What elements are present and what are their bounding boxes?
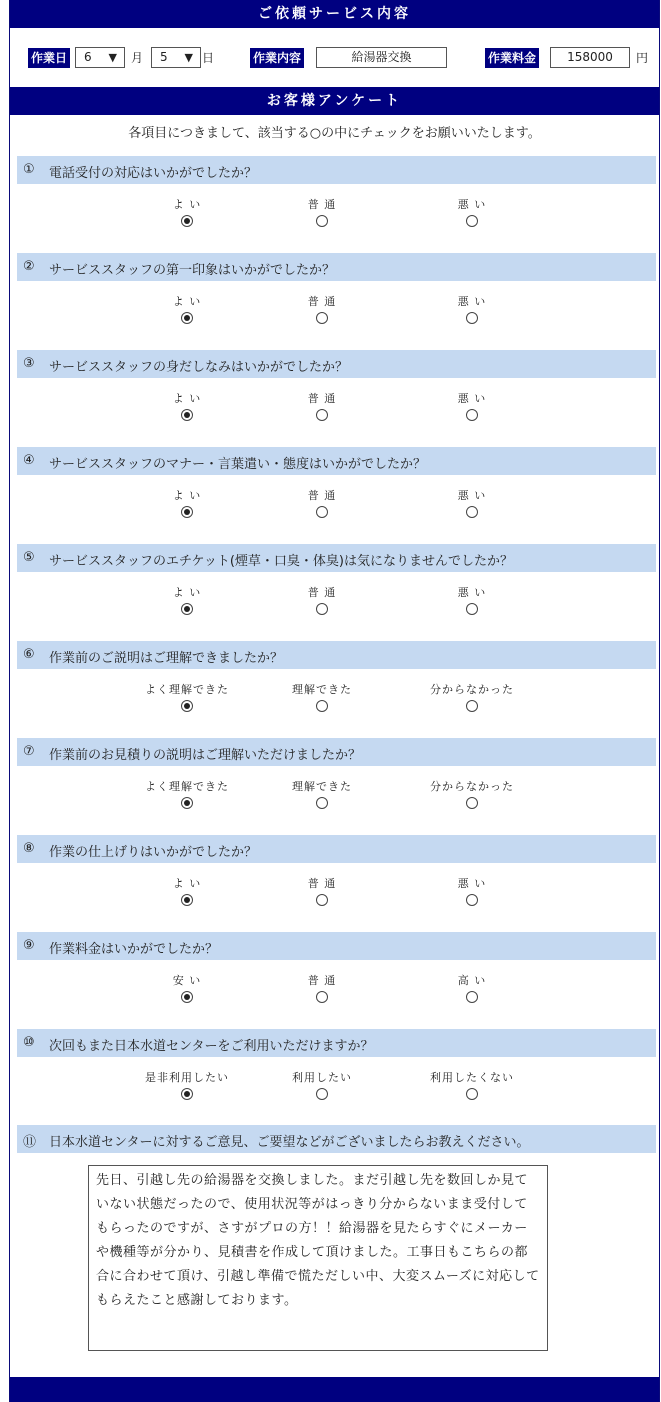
- radio-button[interactable]: [466, 797, 478, 809]
- question-3: [17, 350, 656, 378]
- answer-option[interactable]: [127, 780, 247, 812]
- answer-option-label: 悪 い: [457, 489, 487, 502]
- question-9: [17, 932, 656, 960]
- answer-option[interactable]: [127, 974, 247, 1006]
- radio-button[interactable]: [316, 312, 328, 324]
- day-select[interactable]: [151, 47, 201, 68]
- service-header-title: ご依頼サービス内容: [258, 6, 411, 22]
- answer-option[interactable]: [412, 780, 532, 812]
- answer-option-label: よ い: [172, 877, 202, 890]
- answer-option[interactable]: [262, 1071, 382, 1103]
- answer-option-label: よ い: [172, 295, 202, 308]
- question-number: ⑦: [23, 744, 35, 759]
- radio-button[interactable]: [316, 409, 328, 421]
- question-text: 作業料金はいかがでしたか？: [49, 942, 219, 957]
- answer-option-label: 普 通: [307, 586, 337, 599]
- radio-button[interactable]: [316, 700, 328, 712]
- answer-option-label: 悪 い: [457, 295, 487, 308]
- service-info-row: [10, 28, 659, 87]
- question-text: サービススタッフのマナー・言葉遣い・態度はいかがでしたか？: [49, 457, 427, 472]
- question-number: ⑪: [23, 1135, 37, 1150]
- radio-button[interactable]: [316, 991, 328, 1003]
- question-number: ⑥: [23, 647, 35, 662]
- answer-option-label: 普 通: [307, 877, 337, 890]
- service-header: [10, 0, 659, 28]
- chevron-down-icon: ▼: [184, 51, 193, 64]
- answer-option[interactable]: [262, 877, 382, 909]
- content-value: 給湯器交換: [351, 50, 412, 64]
- fee-unit: 円: [636, 51, 649, 65]
- question-number: ②: [23, 259, 35, 274]
- radio-button[interactable]: [466, 603, 478, 615]
- answer-option[interactable]: [127, 877, 247, 909]
- question-text: サービススタッフの第一印象はいかがでしたか？: [49, 263, 336, 278]
- radio-button[interactable]: [316, 603, 328, 615]
- radio-button[interactable]: [466, 700, 478, 712]
- answer-option-label: よ い: [172, 586, 202, 599]
- answer-option-label: 利用したい: [292, 1071, 352, 1084]
- answer-option-label: 普 通: [307, 198, 337, 211]
- question-text: 電話受付の対応はいかがでしたか？: [49, 166, 258, 181]
- answer-option-label: 分からなかった: [430, 780, 514, 793]
- answer-option-label: 高 い: [457, 974, 487, 987]
- radio-button[interactable]: [466, 409, 478, 421]
- fee-label: 作業料金: [485, 48, 539, 68]
- question-5: [17, 544, 656, 572]
- service-frame: [9, 0, 660, 1402]
- question-text: サービススタッフのエチケット(煙草・口臭・体臭)は気になりませんでしたか？: [49, 554, 513, 569]
- answer-option[interactable]: [412, 295, 532, 327]
- answer-option-label: 悪 い: [457, 877, 487, 890]
- question-6: [17, 641, 656, 669]
- answer-option-label: 理解できた: [292, 683, 352, 696]
- answer-option[interactable]: [412, 198, 532, 230]
- radio-button[interactable]: [181, 700, 193, 712]
- question-number: ③: [23, 356, 35, 371]
- content-field[interactable]: [316, 47, 447, 68]
- answer-option[interactable]: [262, 198, 382, 230]
- answer-option[interactable]: [262, 780, 382, 812]
- answer-option-label: 理解できた: [292, 780, 352, 793]
- answer-option-label: 悪 い: [457, 198, 487, 211]
- radio-button[interactable]: [181, 603, 193, 615]
- question-number: ⑨: [23, 938, 35, 953]
- answer-option[interactable]: [412, 974, 532, 1006]
- question-8: [17, 835, 656, 863]
- radio-button[interactable]: [181, 409, 193, 421]
- survey-header-title: お客様アンケート: [266, 93, 403, 109]
- chevron-down-icon: ▼: [108, 51, 117, 64]
- question-7: [17, 738, 656, 766]
- answer-option-label: 分からなかった: [430, 683, 514, 696]
- answer-option[interactable]: [127, 586, 247, 618]
- answer-option[interactable]: [127, 1071, 247, 1103]
- radio-button[interactable]: [181, 797, 193, 809]
- month-select[interactable]: [75, 47, 125, 68]
- answer-option-label: 悪 い: [457, 586, 487, 599]
- comment-textarea[interactable]: 先日、引越し先の給湯器を交換しました。まだ引越し先を数回しか見ていない状態だったので、使用状況等がはっきり分からないまま受付してもらったのですが、さすがプロの方！！給湯器を見たらすぐにメーカーや機種等が分かり、見積書を作成して頂けました。工事日もこちらの都合に合わせて頂け、引越し準備で慌ただしい中、大変スムーズに対応してもらえたこと感謝しております。: [88, 1165, 548, 1351]
- question-number: ①: [23, 162, 35, 177]
- answer-option[interactable]: [127, 198, 247, 230]
- question-number: ④: [23, 453, 35, 468]
- answer-option-label: 普 通: [307, 489, 337, 502]
- answer-option-label: 安 い: [172, 974, 202, 987]
- radio-button[interactable]: [181, 312, 193, 324]
- question-number: ⑧: [23, 841, 35, 856]
- question-10: [17, 1029, 656, 1057]
- radio-button[interactable]: [181, 1088, 193, 1100]
- day-value: 5: [160, 50, 168, 64]
- radio-button[interactable]: [316, 1088, 328, 1100]
- question-text: 次回もまた日本水道センターをご利用いただけますか？: [49, 1039, 374, 1054]
- answer-option-label: よく理解できた: [145, 780, 229, 793]
- answer-option[interactable]: [262, 974, 382, 1006]
- question-1: [17, 156, 656, 184]
- footer-bar: [10, 1377, 659, 1402]
- question-text: 日本水道センターに対するご意見、ご要望などがございましたらお教えください。: [49, 1135, 530, 1150]
- answer-option[interactable]: [127, 683, 247, 715]
- answer-option[interactable]: [127, 489, 247, 521]
- answer-option-label: 是非利用したい: [145, 1071, 229, 1084]
- answer-option[interactable]: [262, 586, 382, 618]
- comment-question: [17, 1125, 656, 1153]
- content-label: 作業内容: [250, 48, 304, 68]
- answer-option[interactable]: [412, 586, 532, 618]
- answer-option[interactable]: [412, 683, 532, 715]
- answer-option[interactable]: [262, 295, 382, 327]
- answer-option-label: よ い: [172, 489, 202, 502]
- answer-option[interactable]: [262, 392, 382, 424]
- answer-option-label: 悪 い: [457, 392, 487, 405]
- question-4: [17, 447, 656, 475]
- radio-button[interactable]: [181, 991, 193, 1003]
- answer-option[interactable]: [127, 295, 247, 327]
- question-text: 作業前のご説明はご理解できましたか？: [49, 651, 284, 666]
- radio-button[interactable]: [466, 991, 478, 1003]
- question-text: サービススタッフの身だしなみはいかがでしたか？: [49, 360, 349, 375]
- answer-option[interactable]: [262, 489, 382, 521]
- month-unit: 月: [131, 51, 144, 65]
- radio-button[interactable]: [181, 506, 193, 518]
- question-text: 作業の仕上げりはいかがでしたか？: [49, 845, 258, 860]
- answer-option-label: よく理解できた: [145, 683, 229, 696]
- radio-button[interactable]: [466, 215, 478, 227]
- answer-option[interactable]: [412, 877, 532, 909]
- answer-option[interactable]: [412, 489, 532, 521]
- radio-button[interactable]: [316, 215, 328, 227]
- answer-option-label: 普 通: [307, 392, 337, 405]
- survey-instruction: 各項目につきまして、該当する○の中にチェックをお願いいたします。: [128, 126, 541, 141]
- question-text: 作業前のお見積りの説明はご理解いただけましたか？: [49, 748, 362, 763]
- survey-header: [10, 87, 659, 115]
- radio-button[interactable]: [181, 894, 193, 906]
- answer-option[interactable]: [412, 392, 532, 424]
- answer-option[interactable]: [262, 683, 382, 715]
- answer-option-label: よ い: [172, 392, 202, 405]
- radio-button[interactable]: [316, 894, 328, 906]
- radio-button[interactable]: [316, 797, 328, 809]
- answer-option-label: よ い: [172, 198, 202, 211]
- fee-field[interactable]: [550, 47, 630, 68]
- question-2: [17, 253, 656, 281]
- question-number: ⑤: [23, 550, 35, 565]
- answer-option[interactable]: [127, 392, 247, 424]
- answer-option-label: 普 通: [307, 974, 337, 987]
- radio-button[interactable]: [466, 894, 478, 906]
- question-number: ⑩: [23, 1035, 35, 1050]
- answer-option-label: 利用したくない: [430, 1071, 514, 1084]
- answer-option[interactable]: [412, 1071, 532, 1103]
- fee-value: 158000: [567, 50, 613, 64]
- radio-button[interactable]: [466, 506, 478, 518]
- answer-option-label: 普 通: [307, 295, 337, 308]
- radio-button[interactable]: [316, 506, 328, 518]
- radio-button[interactable]: [181, 215, 193, 227]
- radio-button[interactable]: [466, 1088, 478, 1100]
- month-value: 6: [84, 50, 92, 64]
- day-unit: 日: [202, 51, 215, 65]
- radio-button[interactable]: [466, 312, 478, 324]
- date-label: 作業日: [28, 48, 70, 68]
